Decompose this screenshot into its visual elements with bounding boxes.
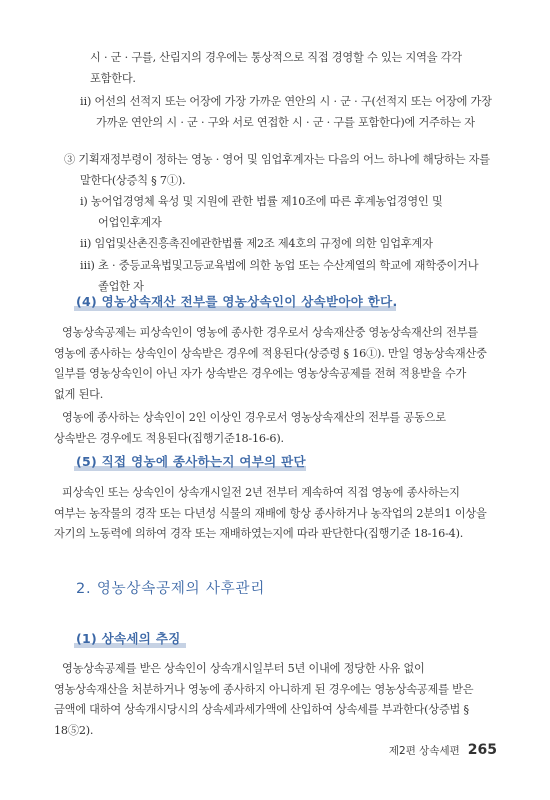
list-item-3-successor: ③ 기획재정부령이 정하는 영농 · 영어 및 임업후계자는 다음의 어느 하나에 해당하는 자를 말한다(상증칙 § 7①). — [64, 153, 490, 187]
section-1-paragraph-1: 영농상속공제를 받은 상속인이 상속개시일부터 5년 이내에 정당한 사유 없이 영농상속재산을 처분하거나 영농에 종사하지 아니하게 된 경우에는 영농상속공제를 받은 금액에 대하여 상속개시당시의 상속세과세가액에 산입하여 상속세를 부과한다(상증법 § 18⑤2). — [54, 662, 474, 737]
page-number: 265 — [467, 742, 497, 758]
section-5-heading: (5) 직접 영농에 종사하는지 여부의 판단 — [76, 454, 306, 469]
section-4-paragraph-2: 영농에 종사하는 상속인이 2인 이상인 경우로서 영농상속재산의 전부를 공동으로 상속받은 경우에도 적용된다(집행기준18-16-6). — [54, 411, 446, 445]
continuation-paragraph: 시 · 군 · 구를, 산림지의 경우에는 통상적으로 직접 경영할 수 있는 지역을 각각 포함한다. — [90, 51, 462, 85]
chapter-2-heading: 2. 영농상속공제의 사후관리 — [76, 581, 266, 597]
page-footer — [389, 742, 497, 758]
sub-item-ii: ⅱ) 임업및산촌진흥촉진에관한법률 제2조 제4호의 규정에 의한 임업후계자 — [80, 237, 433, 250]
section-5-paragraph-1: 피상속인 또는 상속인이 상속개시일전 2년 전부터 계속하여 직접 영농에 종사하는지 여부는 농작물의 경작 또는 다년성 식물의 재배에 항상 종사하거나 농작업의 2분의1 이상을 자기의 노동력에 의하여 경작 또는 재배하였는지에 따라 판단한다(집행기준 18-16-4). — [54, 486, 487, 540]
section-1-heading: (1) 상속세의 추징 — [76, 631, 181, 646]
sub-item-i: ⅰ) 농어업경영체 육성 및 지원에 관한 법률 제10조에 따른 후계농업경영인 및 어업인후계자 — [80, 195, 443, 229]
sub-item-iii: ⅲ) 초 · 중등교육법및고등교육법에 의한 농업 또는 수산계열의 학교에 재학중이거나 졸업한 자 — [80, 259, 479, 293]
section-4-heading: (4) 영농상속재산 전부를 영농상속인이 상속받아야 한다. — [76, 294, 398, 309]
section-4-paragraph-1: 영농상속공제는 피상속인이 영농에 종사한 경우로서 상속재산중 영농상속재산의 전부를 영농에 종사하는 상속인이 상속받은 경우에 적용된다(상증령 § 16①). 만일 영농상속재산중 일부를 영농상속인이 아닌 자가 상속받은 경우에는 영농상속공제를 전혀 적용받을 수가 없게 된다. — [54, 326, 487, 401]
footer-chapter-label: 제2편 상속세편 — [388, 745, 460, 757]
list-item-ii-residence: ⅱ) 어선의 선적지 또는 어장에 가장 가까운 연안의 시 · 군 · 구(선적지 또는 어장에 가장 가까운 연안의 시 · 군 · 구와 서로 연접한 시 · 군 · 구를 포함한다)에 거주하는 자 — [80, 95, 492, 129]
